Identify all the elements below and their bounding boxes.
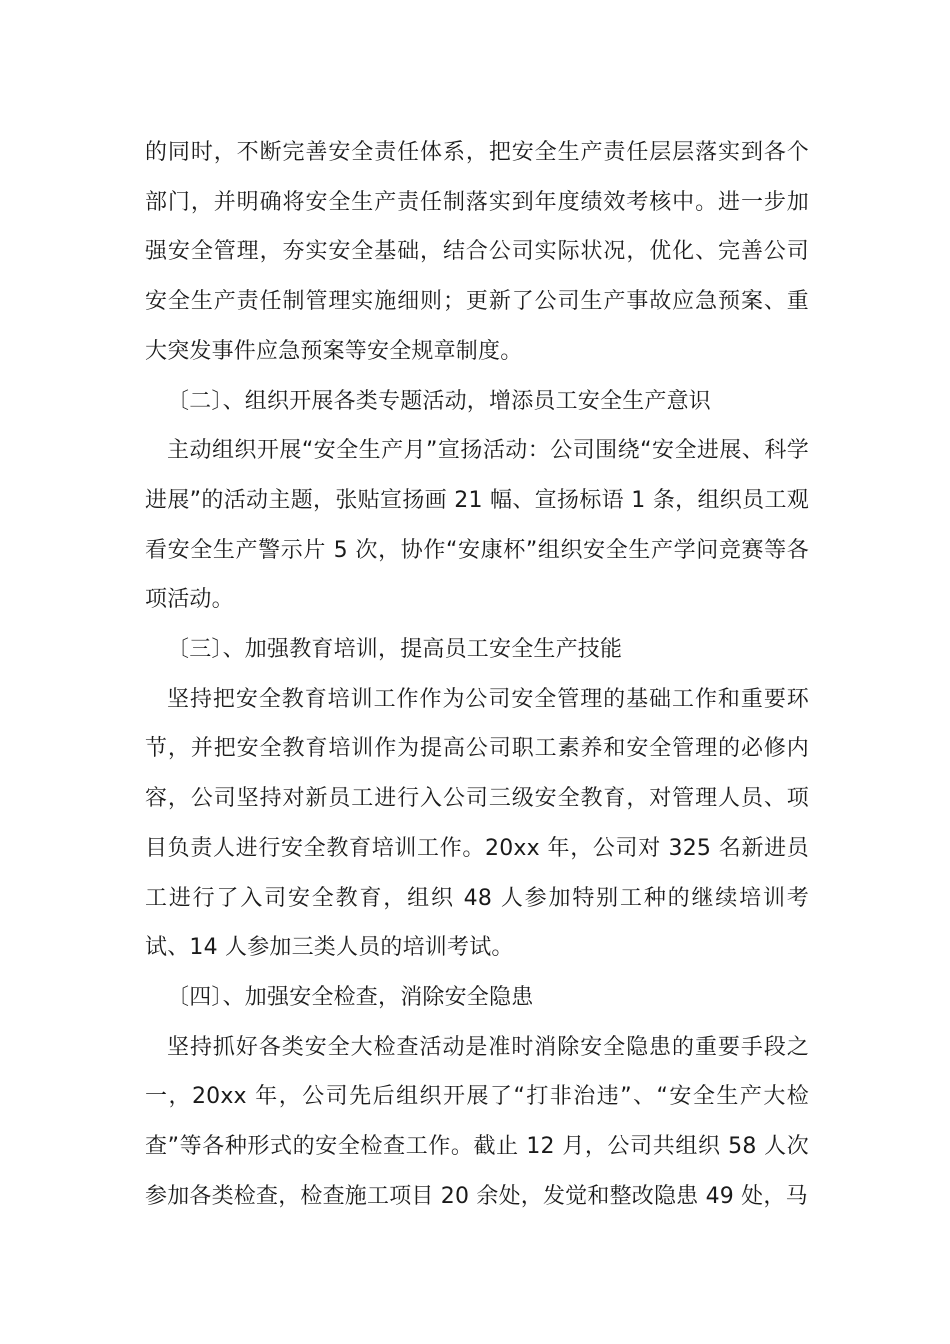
section-heading-3: 〔三〕、加强教育培训，提高员工安全生产技能 — [167, 637, 623, 663]
section-heading-2: 〔二〕、组织开展各类专题活动，增添员工安全生产意识 — [167, 388, 712, 414]
paragraph-inspection: 坚持抓好各类安全大检查活动是准时消除安全隐患的重要手段之一，20xx 年，公司先后组织开展了“打非治违”、“安全生产大检查”等各种形式的安全检查工作。截止 12 月，公司共组织 58 人次参加各类检查，检查施工项目 20 余处，发觉和整改隐患 49 处，马 — [145, 1034, 809, 1209]
document-body — [145, 128, 809, 1221]
section-heading-4: 〔四〕、加强安全检查，消除安全隐患 — [167, 984, 534, 1010]
paragraph-training: 坚持把安全教育培训工作作为公司安全管理的基础工作和重要环节，并把安全教育培训作为提高公司职工素养和安全管理的必修内容，公司坚持对新员工进行入公司三级安全教育，对管理人员、项目负责人进行安全教育培训工作。20xx 年，公司对 325 名新进员工进行了入司安全教育，组织 48 人参加特别工种的继续培训考试、14 人参加三类人员的培训考试。 — [145, 686, 809, 961]
paragraph-safety-month: 主动组织开展“安全生产月”宣扬活动：公司围绕“安全进展、科学进展”的活动主题，张贴宣扬画 21 幅、宣扬标语 1 条，组织员工观看安全生产警示片 5 次，协作“安康杯”组织安全生产学问竞赛等各项活动。 — [145, 438, 809, 613]
paragraph-continuation: 的同时，不断完善安全责任体系，把安全生产责任层层落实到各个部门，并明确将安全生产责任制落实到年度绩效考核中。进一步加强安全管理，夯实安全基础，结合公司实际状况，优化、完善公司安全生产责任制管理实施细则；更新了公司生产事故应急预案、重大突发事件应急预案等安全规章制度。 — [145, 140, 809, 364]
